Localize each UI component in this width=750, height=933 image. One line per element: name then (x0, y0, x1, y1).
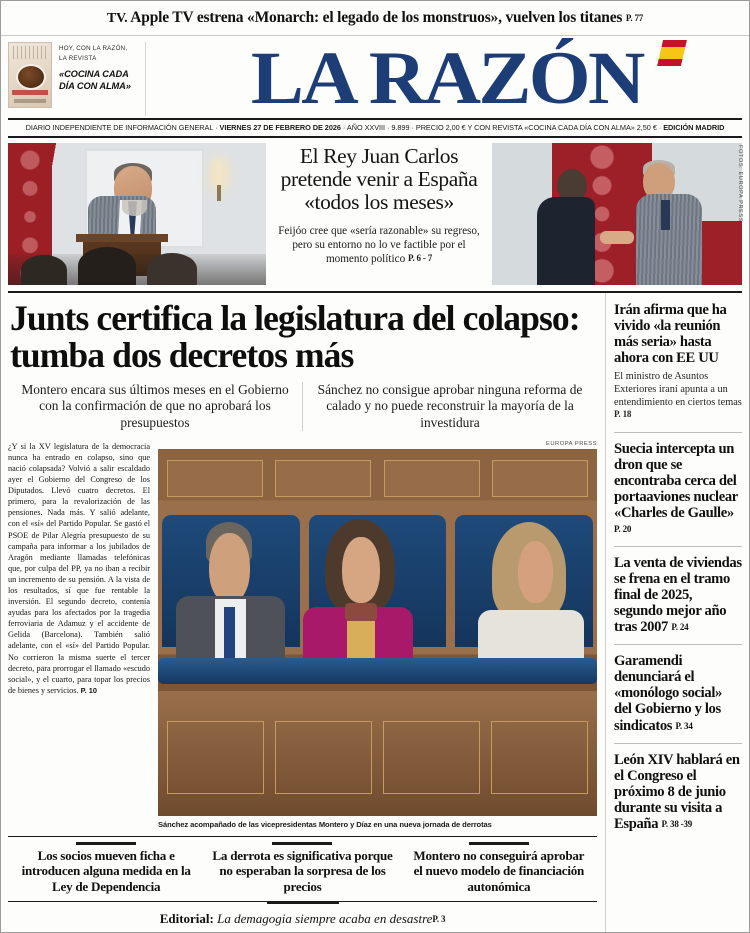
dateline-sep-2: · (342, 123, 346, 132)
sidebar-item-leon-xiv[interactable] (614, 743, 742, 841)
editorial-title: La demagogia siempre acaba en desastre (217, 911, 433, 926)
king-headline: El Rey Juan Carlos pretende venir a España «todos los meses» (280, 144, 478, 215)
main-photo-caption: Sánchez acompañado de las vicepresidentas Montero y Díaz en una nueva jornada de derrotas (158, 820, 492, 830)
sidebar-item-leon-xiv-headline-text: León XIV hablará en el Congreso el próximo 8 de junio durante su visita a España (614, 751, 740, 832)
article-row (8, 439, 597, 829)
main-subhead-right: Sánchez no consigue aprobar ninguna reforma de calado y no puede reconstruir la mayoría de la investidura (302, 382, 597, 431)
spanish-flag-accent-icon (657, 40, 687, 66)
top-promo-text (107, 9, 643, 27)
masthead-logo-area[interactable] (146, 36, 742, 120)
dateline-container (8, 118, 742, 136)
editorial-page-ref: P. 3 (432, 914, 446, 924)
main-subheads (8, 382, 597, 439)
magazine-name-line1: «COCINA CADA (59, 69, 129, 80)
dateline-sep-4: · (411, 123, 414, 132)
dateline-rule (8, 136, 742, 138)
sidebar-item-viviendas[interactable] (614, 546, 742, 644)
editorial-text (8, 911, 597, 927)
king-lectern-photo (8, 143, 266, 285)
bottom-headline-1[interactable] (8, 848, 204, 894)
main-column (8, 293, 606, 933)
sidebar-item-garamendi[interactable] (614, 644, 742, 742)
sidebar-item-leon-xiv-headline (614, 752, 742, 832)
dateline (12, 123, 739, 136)
bottom-headline-2[interactable] (204, 848, 400, 894)
magazine-promo-text (59, 42, 131, 92)
king-subhead (277, 224, 481, 266)
sidebar-item-garamendi-headline-text: Garamendi denunciará el «monólogo social» del Gobierno y los sindicatos (614, 653, 722, 734)
top-promo-headline: Apple TV estrena «Monarch: el legado de los monstruos», vuelven los titanes (130, 8, 623, 26)
article-page-ref: P. 10 (80, 685, 97, 695)
editorial-label: Editorial: (159, 911, 214, 926)
congress-bench-photo (158, 449, 597, 816)
bottom-headline-3-text: Montero no conseguirá aprobar el nuevo modelo de financiación autonómica (413, 848, 585, 894)
magazine-kicker-line1: HOY, CON LA RAZÓN, (59, 45, 128, 52)
sidebar-item-suecia-headline (614, 441, 742, 537)
sidebar-item-iran-subhead-text: El ministro de Asuntos Exteriores iraní apunta a un entendimiento en ciertos temas (614, 371, 742, 408)
king-handshake-photo (492, 143, 742, 285)
sidebar-item-iran-page-ref: P. 18 (614, 409, 632, 420)
sidebar-item-iran[interactable] (614, 293, 742, 432)
newspaper-logo: LA RAZÓN (251, 36, 643, 120)
sidebar-item-suecia[interactable] (614, 432, 742, 546)
main-photo-block (158, 441, 597, 829)
bottom-headline-1-text: Los socios mueven ficha e introducen alguna medida en la Ley de Dependencia (21, 848, 191, 894)
dateline-price: PRECIO 2,00 € Y CON REVISTA «COCINA CADA DÍA CON ALMA» 2,50 € (415, 123, 657, 132)
bottom-headline-3[interactable] (401, 848, 597, 894)
dateline-issue: 9.899 (391, 123, 410, 132)
magazine-cover-thumbnail (8, 42, 52, 108)
sidebar-item-iran-subhead (614, 371, 742, 423)
dateline-sep-1: · (215, 123, 218, 132)
magazine-promo[interactable] (8, 42, 146, 116)
main-subhead-left: Montero encara sus últimos meses en el Gobierno con la confirmación de que no aprobará los presupuestos (21, 382, 289, 430)
sidebar-item-garamendi-page-ref: P. 34 (675, 720, 693, 731)
dateline-date: VIERNES 27 DE FEBRERO DE 2026 (219, 123, 341, 132)
editorial-bar[interactable] (8, 901, 597, 933)
sidebar-item-viviendas-page-ref: P. 24 (671, 622, 689, 633)
magazine-kicker-line2: LA REVISTA (59, 54, 97, 62)
sidebar-item-iran-headline: Irán afirma que ha vivido «la reunión más seria» hasta ahora con EE UU (614, 302, 727, 367)
article-body-text: ¿Y si la XV legislatura de la democracia nunca ha entrado en colapso, sino que nació colapsada? Volvió a salir escaldado ayer el Gobierno del Congreso de los Diputados. Llevó cuatro decretos. El primero, para la revalorización de las pensiones. Nada más. Y salió adelante, con el «sí» del Partido Popular. Se gastó el PSOE de Pilar Alegría presupuesto de su campaña para informar a los jubilados de Aragón mediante llamadas telefónicas que, por culpa del PP, ya no iban a recibir un incremento de su pensión. A la vista de los resultados, sí que fue rentable la inversión. El segundo decreto, contenía ayudas para los afectados por la tragedia ferroviaria de Adamuz y el accidente de Gelida (Barcelona). También salió adelante, con el «sí» del Partido Popular. No corrieron la misma suerte el tercer decreto, para prorrogar el llamado «escudo social», y el cuarto, para topar los precios de bienes y servicios. (8, 441, 150, 695)
top-promo-strip[interactable] (0, 0, 750, 36)
sidebar-item-viviendas-headline (614, 555, 742, 635)
masthead (0, 36, 750, 118)
king-story-text[interactable] (273, 143, 485, 285)
king-page-ref: P. 6 - 7 (407, 252, 433, 263)
king-banner[interactable] (8, 143, 742, 285)
sidebar-item-suecia-headline-text: Suecia intercepta un dron que se encontraba cerca del portaaviones nuclear «Charles de Gaulle» (614, 440, 738, 521)
dateline-sep-3: · (387, 123, 390, 132)
dateline-edition: EDICIÓN MADRID (663, 123, 725, 132)
body-area (8, 293, 742, 933)
magazine-name-line2: DÍA CON ALMA» (59, 80, 131, 91)
sidebar-item-viviendas-headline-text: La venta de viviendas se frena en el tramo final de 2025, segundo mejor año tras 2007 (614, 555, 742, 636)
king-subhead-text: Feijóo cree que «sería razonable» su regreso, pero su entorno no lo ve factible por el momento político (278, 224, 480, 265)
dateline-descriptor: DIARIO INDEPENDIENTE DE INFORMACIÓN GENERAL (25, 123, 214, 132)
tv-label: TV. (106, 10, 128, 26)
main-headline: Junts certifica la legislatura del colapso: tumba dos decretos más (10, 298, 580, 375)
sidebar-item-suecia-page-ref: P. 20 (614, 524, 632, 535)
dateline-year: AÑO XXVIII (346, 123, 386, 132)
king-photo-credit: FOTOS: EUROPA PRESS (737, 145, 743, 223)
sidebar-column (606, 293, 742, 933)
bottom-headline-row (8, 836, 597, 901)
bottom-headline-2-text: La derrota es significativa porque no esperaban la sorpresa de los precios (212, 848, 393, 894)
top-promo-page-ref: P. 77 (625, 12, 644, 23)
sidebar-item-leon-xiv-page-ref: P. 38 -39 (661, 818, 693, 829)
dateline-sep-5: · (658, 123, 662, 132)
sidebar-item-garamendi-headline (614, 653, 742, 733)
article-body (8, 441, 150, 829)
main-photo-credit: EUROPA PRESS (546, 440, 597, 447)
